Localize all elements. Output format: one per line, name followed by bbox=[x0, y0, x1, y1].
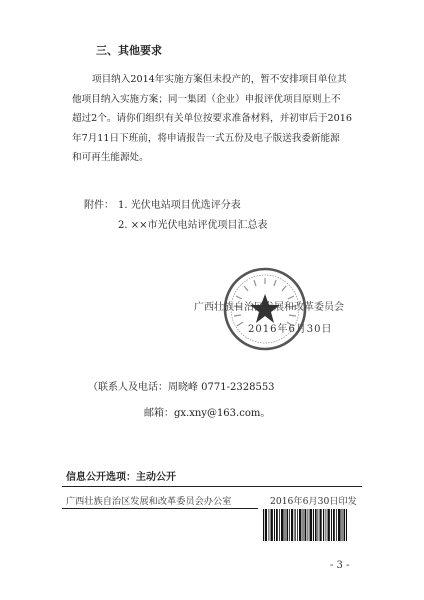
paragraph-line: 他项目纳入实施方案；同一集团（企业）申报评优项目原则上不 bbox=[72, 93, 341, 105]
paragraph-line: 和可再生能源处。 bbox=[72, 152, 149, 164]
paragraph-line: 超过2个。请你们组织有关单位按要求准备材料，并初审后于2016 bbox=[72, 113, 352, 125]
issue-date: 2016年6月30日 bbox=[248, 324, 333, 335]
paragraph-line: 项目纳入2014年实施方案但未投产的，暂不安排项目单位其 bbox=[92, 74, 347, 85]
footer-top-rule bbox=[62, 486, 362, 487]
footer-org: 广西壮族自治区发展和改革委员会办公室 bbox=[66, 496, 232, 507]
footer-date: 2016年6月30日印发 bbox=[270, 496, 357, 507]
barcode-icon bbox=[262, 508, 348, 542]
footer-bottom-rule bbox=[62, 508, 258, 509]
contact-email: 邮箱：gx.xny@163.com。 bbox=[144, 408, 271, 419]
page-number: - 3 - bbox=[330, 560, 350, 571]
attachment-item: 1. 光伏电站项目优选评分表 bbox=[118, 200, 241, 211]
section-heading: 三、其他要求 bbox=[96, 44, 162, 57]
issuer-name: 广西壮族自治区发展和改革委员会 bbox=[194, 302, 344, 313]
attachments-label: 附件： bbox=[84, 200, 114, 211]
paragraph-line: 年7月11日下班前，将申请报告一式五份及电子版送我委新能源 bbox=[72, 132, 340, 144]
attachment-item: 2. ××市光伏电站评优项目汇总表 bbox=[118, 220, 268, 231]
body-paragraph bbox=[72, 70, 372, 168]
disclosure-option: 信息公开选项：主动公开 bbox=[66, 472, 176, 483]
contact-phone: （联系人及电话：周晓峰 0771-2328553 bbox=[88, 382, 275, 393]
